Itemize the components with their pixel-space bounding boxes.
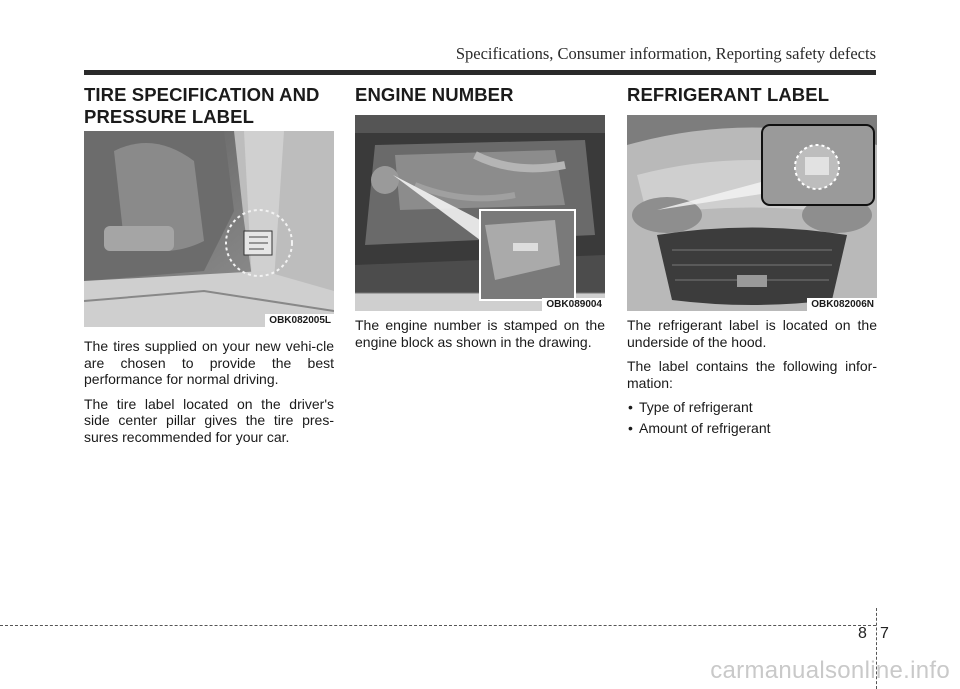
paragraph: The engine number is stamped on the engine block as shown in the drawing. [355, 317, 605, 350]
header-rule [84, 70, 876, 75]
image-code: OBK082006N [807, 298, 877, 311]
page-number: 7 [880, 625, 889, 642]
page-header-title: Specifications, Consumer information, Reporting safety defects [455, 44, 876, 63]
list-item: • Type of refrigerant [627, 399, 877, 416]
section-body [84, 338, 334, 453]
section-title-line2: PRESSURE LABEL [84, 106, 254, 127]
footer-dashed-rule [0, 625, 876, 626]
section-engine-number [355, 84, 605, 350]
paragraph: The refrigerant label is located on the underside of the hood. [627, 317, 877, 350]
paragraph: The tires supplied on your new vehi-cle are chosen to provide the best performance for normal driving. [84, 338, 334, 387]
section-title-line1: TIRE SPECIFICATION AND [84, 84, 320, 105]
paragraph: The label contains the following infor-mation: [627, 358, 877, 391]
paragraph: The tire label located on the driver's side center pillar gives the tire pres-sures recommended for your car. [84, 395, 334, 445]
bullet-list [627, 399, 877, 436]
section-refrigerant-label [627, 84, 877, 436]
image-code: OBK082005L [265, 314, 334, 327]
chapter-number: 8 [858, 625, 867, 642]
image-code: OBK089004 [542, 298, 605, 311]
section-title [84, 84, 334, 128]
refrigerant-photo [627, 115, 877, 311]
section-tire-label [84, 84, 334, 445]
list-item: • Amount of refrigerant [627, 420, 877, 437]
section-title: ENGINE NUMBER [355, 84, 514, 105]
watermark: carmanualsonline.info [710, 657, 950, 684]
engine-photo [355, 115, 605, 311]
section-body [355, 317, 605, 358]
tire-label-photo [84, 131, 334, 327]
section-title: REFRIGERANT LABEL [627, 84, 830, 105]
section-body [627, 317, 877, 440]
